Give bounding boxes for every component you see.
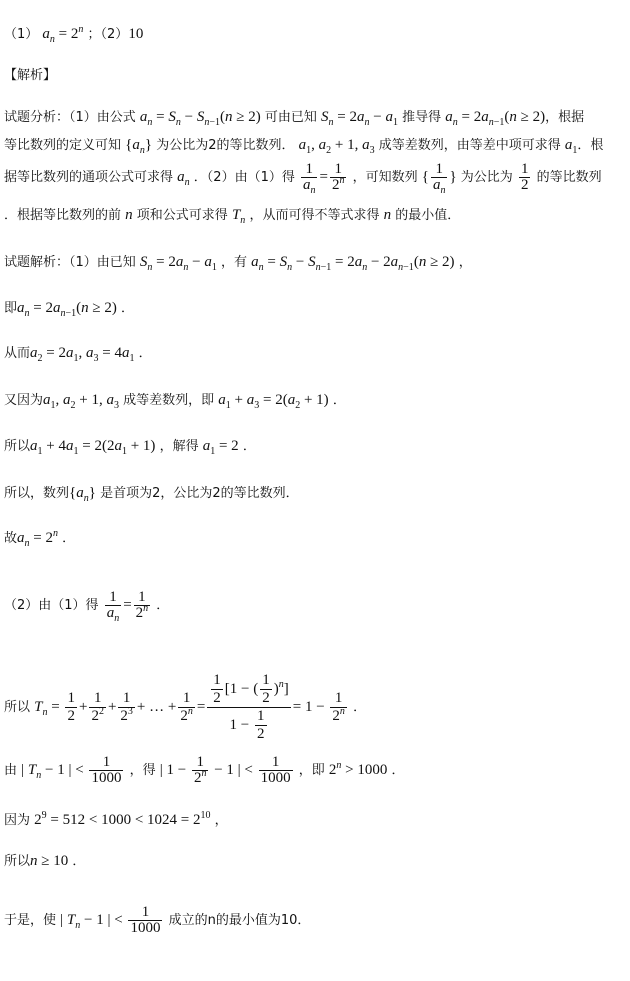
text-run: 试题解析：（1）由已知 bbox=[4, 255, 136, 270]
formula: $\{a_n\}$ bbox=[69, 485, 96, 504]
solution-line bbox=[4, 589, 170, 624]
text-run: 是首项为2，公比为2的等比数列． bbox=[100, 486, 299, 501]
text-run: 据等比数列的通项公式可求得 bbox=[4, 169, 174, 185]
formula: $2^n > 1000$ bbox=[328, 759, 388, 778]
answer-line bbox=[4, 24, 143, 45]
text-run: ． bbox=[121, 301, 135, 316]
text-run: 项和公式可求得 bbox=[136, 208, 228, 223]
formula: $a_2 = 2a_1$, $a_3 = 4a_1$ bbox=[30, 345, 135, 364]
text-run: ．根 bbox=[577, 138, 604, 153]
text-run: ． bbox=[353, 699, 367, 715]
analysis-line bbox=[4, 205, 460, 226]
text-run: 由 bbox=[4, 762, 18, 778]
formula: n ≥ 10 bbox=[30, 853, 69, 869]
formula: | $T_n - 1$ | < $\frac{1}{1000}$ bbox=[21, 754, 122, 786]
text-run: ，即 bbox=[298, 762, 325, 778]
solution-line bbox=[4, 483, 299, 504]
solution-line bbox=[4, 528, 75, 549]
text-run: ，解得 bbox=[159, 439, 199, 454]
text-run: 所以，数列 bbox=[4, 486, 70, 501]
formula: $a_1$ bbox=[564, 137, 578, 156]
text-run: 成立的n的最小值为10． bbox=[168, 912, 311, 928]
text-run: 成等差数列，即 bbox=[123, 393, 215, 408]
formula: $a_1 + 4a_1 = 2(2a_1 + 1)$ bbox=[30, 438, 156, 457]
formula: $a_n = 2^n$ bbox=[17, 528, 58, 549]
text-run: 推导得 bbox=[402, 110, 442, 125]
solution-line bbox=[4, 252, 472, 273]
formula: $2^9 = 512 < 1000 < 1024 = 2^{10}$ bbox=[34, 810, 211, 828]
text-run: 的等比数列 bbox=[536, 169, 602, 185]
text-run: ． bbox=[242, 439, 256, 454]
text-run: ，有 bbox=[221, 255, 248, 270]
text-run: ，得 bbox=[129, 762, 156, 778]
text-run: 于是，使 bbox=[4, 912, 57, 928]
text-run: ；（2） bbox=[87, 27, 129, 42]
text-run: ，根据 bbox=[545, 110, 585, 125]
formula: $a_1 + a_3 = 2(a_2 + 1)$ bbox=[218, 392, 329, 411]
formula: $a_1 = 2$ bbox=[202, 438, 239, 457]
formula: $a_n = S_n - S_{n-1}(n \ge 2)$ bbox=[139, 109, 261, 128]
solution-line bbox=[4, 390, 346, 411]
formula: $T_n$ = $\frac{1}{2}$ + $\frac{1}{2^2}$ + $\frac{1}{2^3}$ + … + $\frac{1}{2^n}$ = $\frac{1}{2}$ [1 − ( $\frac{1}{2}$ )$^n$] 1 − $\frac{1}{2}$ = 1 − $\frac{1}{2^n}$ bbox=[34, 672, 345, 742]
text-run: 从而 bbox=[4, 346, 31, 361]
text-run: ． bbox=[72, 854, 86, 869]
text-run: ． bbox=[156, 597, 170, 613]
text-run: ， bbox=[214, 813, 228, 828]
text-run: 10 bbox=[128, 26, 144, 42]
formula: $a_n = S_n - S_{n-1} = 2a_n - 2a_{n-1}(n \ge 2)$ bbox=[251, 254, 455, 273]
text-run: ， bbox=[458, 255, 472, 270]
text-run: （2）由（1）得 bbox=[4, 597, 99, 613]
text-run: 试题分析：（1）由公式 bbox=[4, 110, 136, 125]
formula: | 1 − $\frac{1}{2^n}$ − 1 | < $\frac{1}{1000}$ bbox=[159, 754, 291, 786]
formula: $S_n = 2a_n - a_1$ bbox=[139, 254, 217, 273]
formula: $a_n = 2^n$ bbox=[42, 24, 84, 45]
solution-line bbox=[4, 905, 310, 936]
text-run: ，可知数列 bbox=[352, 169, 418, 185]
text-run: 为公比为 bbox=[460, 169, 513, 185]
text-run: 所以 bbox=[4, 854, 31, 869]
section-header: 【解析】 bbox=[4, 68, 57, 83]
formula: $a_1$, $a_2 + 1$, $a_3$ bbox=[298, 137, 375, 156]
formula: $\frac{1}{a_n}$ = $\frac{1}{2^n}$ bbox=[106, 589, 149, 624]
text-run: （1） bbox=[4, 27, 39, 42]
formula: $T_n$ bbox=[231, 207, 246, 226]
solution-line bbox=[4, 810, 228, 831]
solution-line bbox=[4, 343, 152, 364]
formula: n bbox=[383, 207, 392, 223]
analysis-line bbox=[4, 107, 584, 128]
text-run: 等比数列的定义可知 bbox=[4, 138, 122, 153]
formula: $a_n$ bbox=[177, 168, 190, 188]
solution-line bbox=[4, 755, 405, 786]
text-run: ．（2）由（1）得 bbox=[193, 169, 295, 185]
text-run: 即 bbox=[4, 301, 18, 316]
formula: n bbox=[125, 207, 133, 223]
text-run: ． bbox=[62, 531, 76, 546]
solution-line bbox=[4, 672, 366, 743]
text-run: 为公比为2的等比数列． bbox=[156, 138, 295, 153]
formula: $a_n = 2a_{n-1}(n \ge 2)$ bbox=[445, 109, 546, 128]
solution-line bbox=[4, 436, 256, 457]
solution-line bbox=[4, 851, 85, 872]
text-run: ． bbox=[332, 393, 346, 408]
text-run: 的最小值． bbox=[395, 208, 461, 223]
text-run: ，从而可得不等式求得 bbox=[249, 208, 380, 223]
solution-line bbox=[4, 298, 134, 319]
analysis-line bbox=[4, 161, 602, 196]
formula: $\frac{1}{2}$ bbox=[520, 161, 529, 193]
analysis-line bbox=[4, 135, 603, 156]
text-run: ． bbox=[138, 346, 152, 361]
text-run: 又因为 bbox=[4, 393, 44, 408]
text-run: 成等差数列，由等差中项可求得 bbox=[378, 138, 561, 153]
text-run: 故 bbox=[4, 531, 18, 546]
formula: | $T_n - 1$ | < $\frac{1}{1000}$ bbox=[60, 904, 161, 936]
text-run: 所以 bbox=[4, 439, 31, 454]
formula: $\{a_n\}$ bbox=[125, 137, 153, 156]
formula: $a_1$, $a_2 + 1$, $a_3$ bbox=[43, 392, 119, 411]
text-run: ． bbox=[391, 762, 405, 778]
text-run: ．根据等比数列的前 bbox=[4, 208, 122, 223]
text-run: 可由已知 bbox=[264, 110, 317, 125]
text-run: 因为 bbox=[4, 813, 31, 828]
formula: { $\frac{1}{a_n}$ } bbox=[421, 161, 457, 196]
text-run: 所以 bbox=[4, 699, 31, 715]
formula: $S_n = 2a_n - a_1$ bbox=[321, 109, 398, 128]
formula: $a_n = 2a_{n-1}(n \ge 2)$ bbox=[17, 300, 117, 319]
formula: $\frac{1}{a_n}$ = $\frac{1}{2^n}$ bbox=[302, 161, 345, 196]
